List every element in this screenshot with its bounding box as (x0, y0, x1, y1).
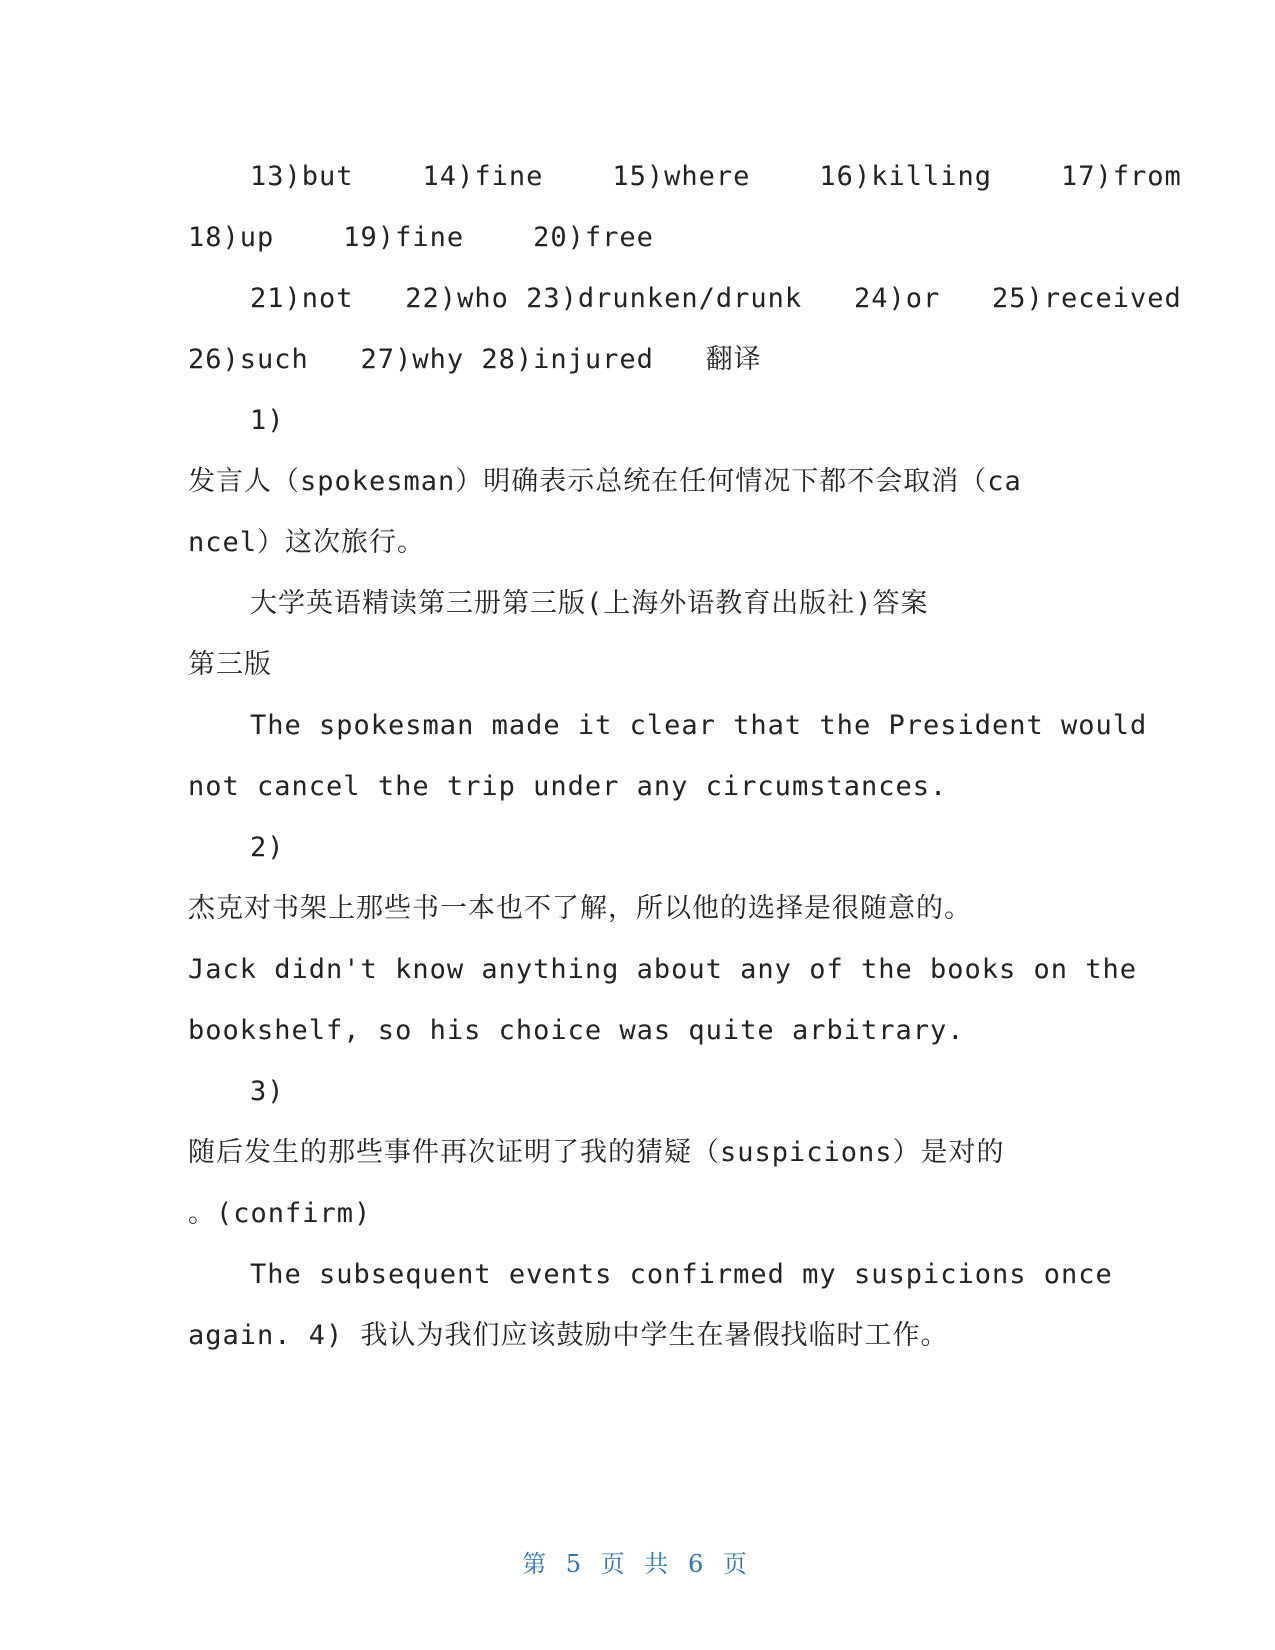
chinese-sentence-2: 杰克对书架上那些书一本也不了解，所以他的选择是很随意的。 (188, 893, 972, 924)
english-translation-2b: bookshelf, so his choice was quite arbitrary. (188, 1015, 965, 1046)
page-number-footer: 第 5 页 共 6 页 (522, 1550, 753, 1578)
english-translation-3b: again. 4) 我认为我们应该鼓励中学生在暑假找临时工作。 (188, 1320, 949, 1351)
answer-line-21-25: 21)not 22)who 23)drunken/drunk 24)or 25)received (250, 283, 1182, 314)
edition-line: 第三版 (188, 649, 272, 680)
item-number-2: 2) (250, 832, 285, 863)
item-number-1: 1) (250, 405, 285, 436)
english-translation-3a: The subsequent events confirmed my suspicions once (250, 1259, 1113, 1290)
chinese-sentence-3b: 。(confirm) (188, 1198, 372, 1229)
chinese-sentence-1a: 发言人（spokesman）明确表示总统在任何情况下都不会取消（ca (188, 466, 1022, 497)
english-translation-1a: The spokesman made it clear that the President would (250, 710, 1148, 741)
item-number-3: 3) (250, 1076, 285, 1107)
book-title-line: 大学英语精读第三册第三版(上海外语教育出版社)答案 (250, 588, 929, 619)
english-translation-2a: Jack didn't know anything about any of the books on the (188, 954, 1138, 985)
answer-line-18-20: 18)up 19)fine 20)free (188, 222, 654, 253)
chinese-sentence-1b: ncel）这次旅行。 (188, 527, 426, 558)
document-body (188, 146, 1182, 1366)
answer-line-13-17: 13)but 14)fine 15)where 16)killing 17)from (250, 161, 1182, 192)
english-translation-1b: not cancel the trip under any circumstances. (188, 771, 948, 802)
answer-line-26-28: 26)such 27)why 28)injured 翻译 (188, 344, 762, 375)
chinese-sentence-3a: 随后发生的那些事件再次证明了我的猜疑（suspicions）是对的 (188, 1137, 1005, 1168)
